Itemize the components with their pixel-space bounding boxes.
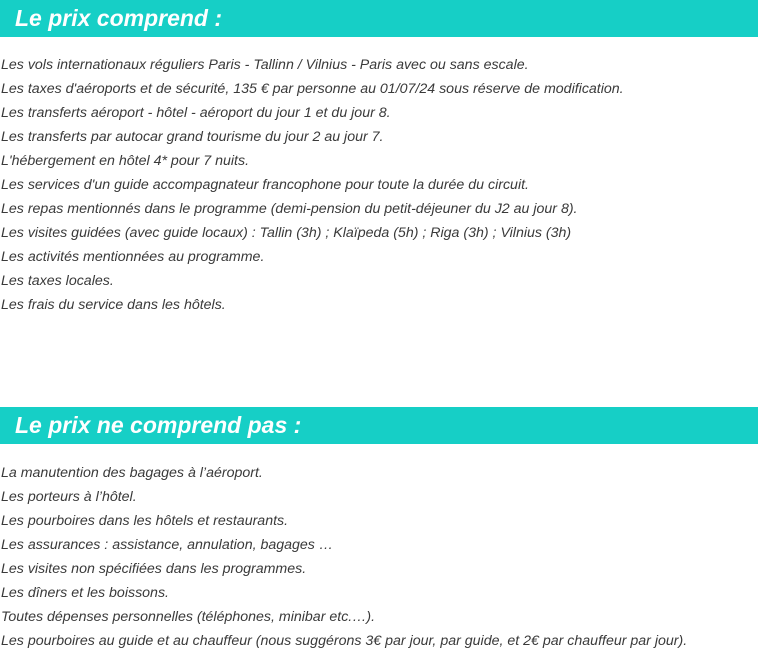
excluded-item: Les pourboires dans les hôtels et restaurants. (1, 513, 289, 529)
excluded-item: Les porteurs à l’hôtel. (1, 489, 137, 505)
excluded-item: Les visites non spécifiées dans les programmes. (1, 561, 307, 577)
price-excludes-banner (0, 407, 758, 444)
included-item: Les vols internationaux réguliers Paris - Tallinn / Vilnius - Paris avec ou sans escale. (1, 57, 529, 73)
included-item: L'hébergement en hôtel 4* pour 7 nuits. (1, 153, 250, 169)
price-excludes-section (0, 407, 758, 653)
included-item: Les transferts par autocar grand tourisme du jour 2 au jour 7. (1, 129, 384, 145)
excluded-item: Les dîners et les boissons. (1, 585, 169, 601)
price-includes-title: Le prix comprend : (15, 5, 223, 31)
included-item: Les visites guidées (avec guide locaux) : Tallin (3h) ; Klaïpeda (5h) ; Riga (3h) ; Vilnius (3h) (1, 225, 572, 241)
included-item: Les services d'un guide accompagnateur francophone pour toute la durée du circuit. (1, 177, 529, 193)
included-item: Les taxes locales. (1, 273, 114, 289)
included-item: Les repas mentionnés dans le programme (demi-pension du petit-déjeuner du J2 au jour 8). (1, 201, 578, 217)
excluded-item: Les pourboires au guide et au chauffeur (nous suggérons 3€ par jour, par guide, et 2€ par chauffeur par jour). (1, 633, 688, 649)
price-excludes-list (0, 444, 758, 653)
included-item: Les transferts aéroport - hôtel - aéroport du jour 1 et du jour 8. (1, 105, 391, 121)
excluded-item: La manutention des bagages à l’aéroport. (1, 465, 263, 481)
included-item: Les frais du service dans les hôtels. (1, 297, 226, 313)
excluded-item: Les assurances : assistance, annulation, bagages … (1, 537, 334, 553)
price-includes-list (0, 37, 758, 317)
price-includes-section (0, 0, 758, 317)
included-item: Les activités mentionnées au programme. (1, 249, 265, 265)
price-includes-banner (0, 0, 758, 37)
excluded-item: Toutes dépenses personnelles (téléphones, minibar etc.…). (1, 609, 376, 625)
included-item: Les taxes d'aéroports et de sécurité, 135 € par personne au 01/07/24 sous réserve de modification. (1, 81, 624, 97)
price-excludes-title: Le prix ne comprend pas : (15, 412, 302, 438)
